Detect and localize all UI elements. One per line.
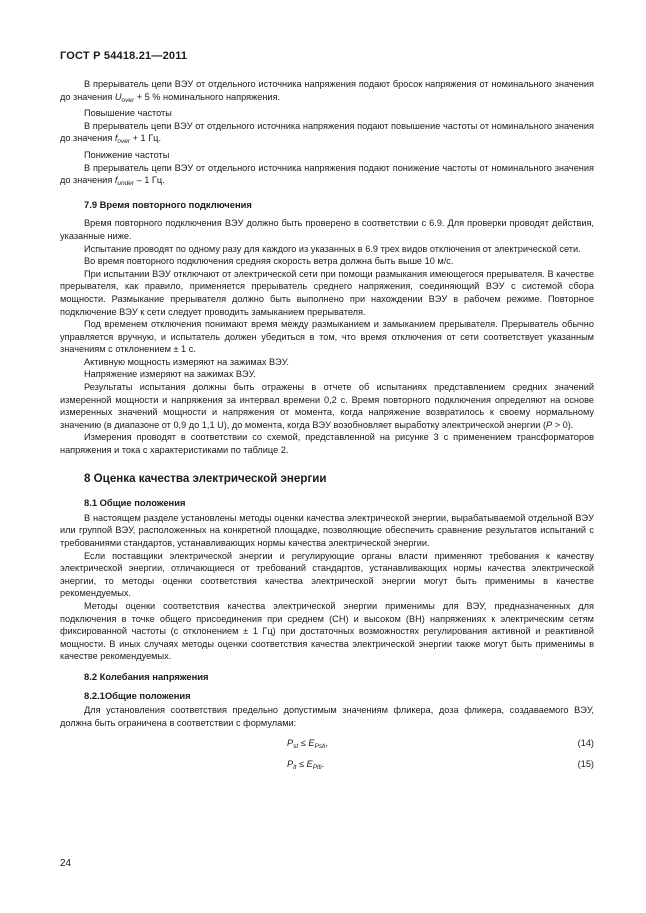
paragraph: В прерыватель цепи ВЭУ от отдельного источника напряжения подают понижение частоты от номинального значения до значения $f_{under} - 1$ Гц.	[60, 162, 594, 188]
paragraph: Результаты испытания должны быть отражены в отчете об испытаниях представлением средних значений измеренной мощности и напряжения за интервал времени 0,2 с. Время повторного подключения определяют на основе измеренных значений мощности и напряжения от момента, когда напряжение возвратилось к своему нормальному значению (в диапазоне от 0,9 до 1,1 U), до момента, когда ВЭУ возобновляет выработку электрической энергии (P > 0).	[60, 382, 594, 430]
page-number: 24	[60, 858, 72, 869]
paragraph: Под временем отключения понимают время между размыканием и замыканием прерывателя. Прерыватель обычно управляется вручную, и испытатель должен убедиться в том, что время отключения от сети соответствует указанным значениям с отклонением ± 1 с.	[60, 319, 594, 355]
label-freq-up: Повышение частоты	[84, 108, 172, 119]
paragraph: Напряжение измеряют на зажимах ВЭУ.	[84, 369, 256, 380]
paragraph: При испытании ВЭУ отключают от электрической сети при помощи размыкания имеющегося прерывателя. В качестве прерывателя, как правило, применяется прерыватель среднего напряжения, соединяющий ВЭУ с системой сбора мощности. Размыкание прерывателя должно быть выполнено при нахождении ВЭУ в рабочем режиме. Повторное подключение ВЭУ к сети следует проводить замыканием прерывателя.	[60, 268, 594, 317]
paragraph: В прерыватель цепи ВЭУ от отдельного источника напряжения подают повышение частоты от номинального значения до значения $f_{over} + 1$ Гц.	[60, 120, 594, 146]
paragraph: Активную мощность измеряют на зажимах ВЭУ.	[84, 356, 289, 367]
formula-expression: $P_{st} \le E_{Psti}$,	[287, 738, 328, 751]
paragraph: Время повторного подключения ВЭУ должно быть проверено в соответствии с 6.9. Для проверки проводят действия, указанные ниже.	[60, 218, 594, 241]
section-heading-8-2-1: 8.2.1Общие положения	[84, 689, 191, 701]
paragraph: Для установления соответствия предельно допустимым значениям фликера, доза фликера, создаваемого ВЭУ, должна быть ограничена в соответствии с формулами:	[60, 705, 594, 728]
paragraph: В настоящем разделе установлены методы оценки качества электрической энергии, вырабатываемой отдельной ВЭУ или группой ВЭУ, расположенных на конкретной площадке, позволяющие обеспечить сравнение результатов испытаний с требованиями стандартов, устанавливающих нормы качества электрической энергии.	[60, 512, 594, 548]
formula-number: (14)	[577, 738, 594, 749]
formula-expression: $P_{lt} \le E_{Plti}$.	[287, 759, 325, 772]
paragraph: Испытание проводят по одному разу для каждого из указанных в 6.9 трех видов отключения от электрической сети.	[84, 243, 581, 254]
document-body	[60, 78, 594, 773]
section-heading-8: 8 Оценка качества электрической энергии	[84, 471, 327, 485]
section-heading-8-2: 8.2 Колебания напряжения	[84, 670, 209, 682]
paragraph: Если поставщики электрической энергии и регулирующие органы власти применяют требования к качеству электрической энергии, отличающиеся от требований стандартов, устанавливающих нормы качества электрической энергии, то методы оценки соответствия качества электрической энергии могут быть применимы в качестве рекомендуемых.	[60, 550, 594, 599]
formula-15	[60, 756, 594, 773]
page-header: ГОСТ Р 54418.21—2011	[60, 50, 188, 62]
paragraph: В прерыватель цепи ВЭУ от отдельного источника напряжения подают бросок напряжения от номинального значения до значения $U_{over} + 5$ % номинального напряжения.	[60, 79, 594, 104]
formula-14	[60, 735, 594, 752]
paragraph: Измерения проводят в соответствии со схемой, представленной на рисунке 3 с применением трансформаторов напряжения и тока с характеристиками по таблице 2.	[60, 432, 594, 456]
paragraph: Методы оценки соответствия качества электрической энергии применимы для ВЭУ, предназначенных для подключения в точке общего присоединения при среднем (СН) и высоком (ВН) напряжениях к электрическим сетям фиксированной частоты (с отклонением ± 1 Гц) при достаточных возможностях регулирования активной и реактивной мощности. В иных случаях методы оценки соответствия качества электрической энергии также могут быть применимы в качестве рекомендуемых.	[60, 600, 594, 662]
paragraph: Во время повторного подключения средняя скорость ветра должна быть выше 10 м/с.	[84, 256, 454, 267]
section-heading-7-9: 7.9 Время повторного подключения	[84, 198, 252, 210]
label-freq-down: Понижение частоты	[84, 149, 170, 160]
section-heading-8-1: 8.1 Общие положения	[84, 497, 186, 509]
formula-number: (15)	[577, 759, 594, 770]
